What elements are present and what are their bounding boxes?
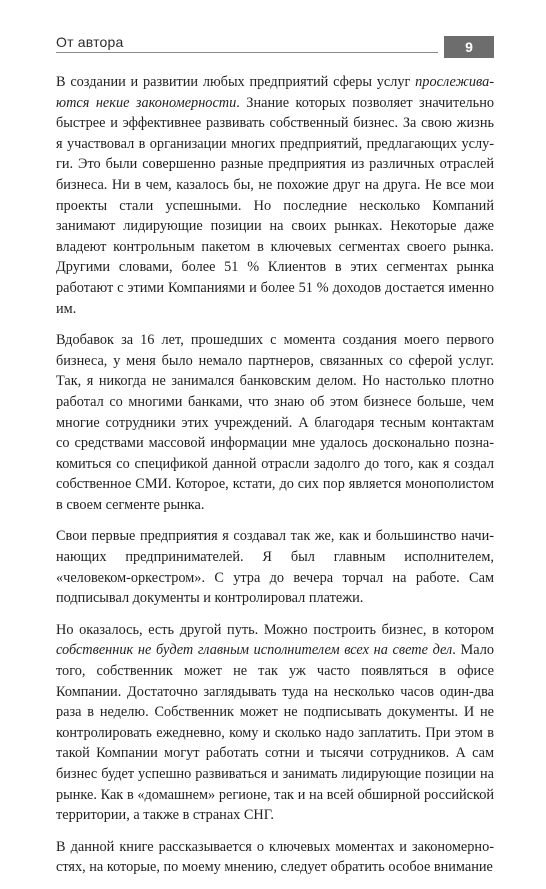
paragraph-text: . Знание которых позволяет значительно быстрее и эффективнее развивать собственный бизнес. За свою жизнь я участвовал в организации многих предприятий, предлагающих услуги. Это были совершенно разные предприятия из различных отраслей бизнеса. Ни в чем, казалось бы, не похожие друг на друга. Не все мои проекты стали успешными. Но последние несколько Компаний занимают лидирующие позиции на своих рынках. Некоторые даже владеют контрольным пакетом в ключевых сегментах своего рынка. Другими словами, более 51 % Клиентов в этих сегментах рынка работают с этими Компаниями и более 51 % доходов достается именно им.: [56, 94, 495, 317]
paragraph-emphasis: собственник не будет главным исполнителем всех на свете дел: [56, 642, 453, 659]
paragraph-text: В создании и развитии любых предприятий сферы услуг: [56, 74, 416, 90]
running-header: [56, 32, 494, 58]
paragraph-text: Но оказалось, есть другой путь. Можно построить бизнес, в котором: [56, 621, 494, 638]
header-rule: [56, 52, 438, 53]
paragraph-text: В данной книге рассказывается о ключевых моментах и закономерностях, на которые, по моему мнению, следует обратить особое внимание: [56, 838, 494, 876]
paragraph-3: [56, 526, 494, 608]
paragraph-text: Свои первые предприятия я создавал так же, как и большинство начинающих предпринимателей. Я был главным исполнителем, «человеком-оркестром». С утра до вечера торчал на работе. Сам подписывал документы и контролировал платежи.: [56, 528, 494, 607]
paragraph-emphasis: прослеживаются некие закономерности: [56, 74, 494, 111]
paragraph-4: [56, 620, 494, 826]
section-title: От автора: [56, 34, 124, 50]
page-number: 9: [444, 36, 494, 58]
paragraph-text: Вдобавок за 16 лет, прошедших с момента создания моего первого бизнеса, у меня было немало партнеров, связанных со сферой услуг. Так, я никогда не занимался банковским делом. Но настолько плотно работал со многими банками, что знаю об этом бизнесе больше, чем многие сотрудники этих учреждений. А благодаря тесным контактам со средствами массовой информации мне удалось досконально познакомиться со спецификой данной отрасли задолго до того, как я создал собственное СМИ. Которое, кстати, до сих пор является монополистом в своем сегменте рынка.: [56, 332, 494, 513]
paragraph-text: . Мало того, собственник может не так уж часто появляться в офисе Компании. Достаточно заглядывать туда на несколько часов один-два раза в неделю. Собственник может не подписывать документы. И не контролировать ежедневно, кому и сколько надо заплатить. При этом в такой Компании могут работать сотни и тысячи сотрудников. А сам бизнес будет успешно развиваться и занимать лидирующие позиции на рынке. Как в «домашнем» регионе, так и на всей обширной российской территории, а также в странах СНГ.: [56, 642, 494, 824]
paragraph-1: [56, 72, 494, 319]
paragraph-2: [56, 330, 494, 515]
paragraph-5: [56, 837, 494, 878]
page-body: [56, 72, 494, 889]
